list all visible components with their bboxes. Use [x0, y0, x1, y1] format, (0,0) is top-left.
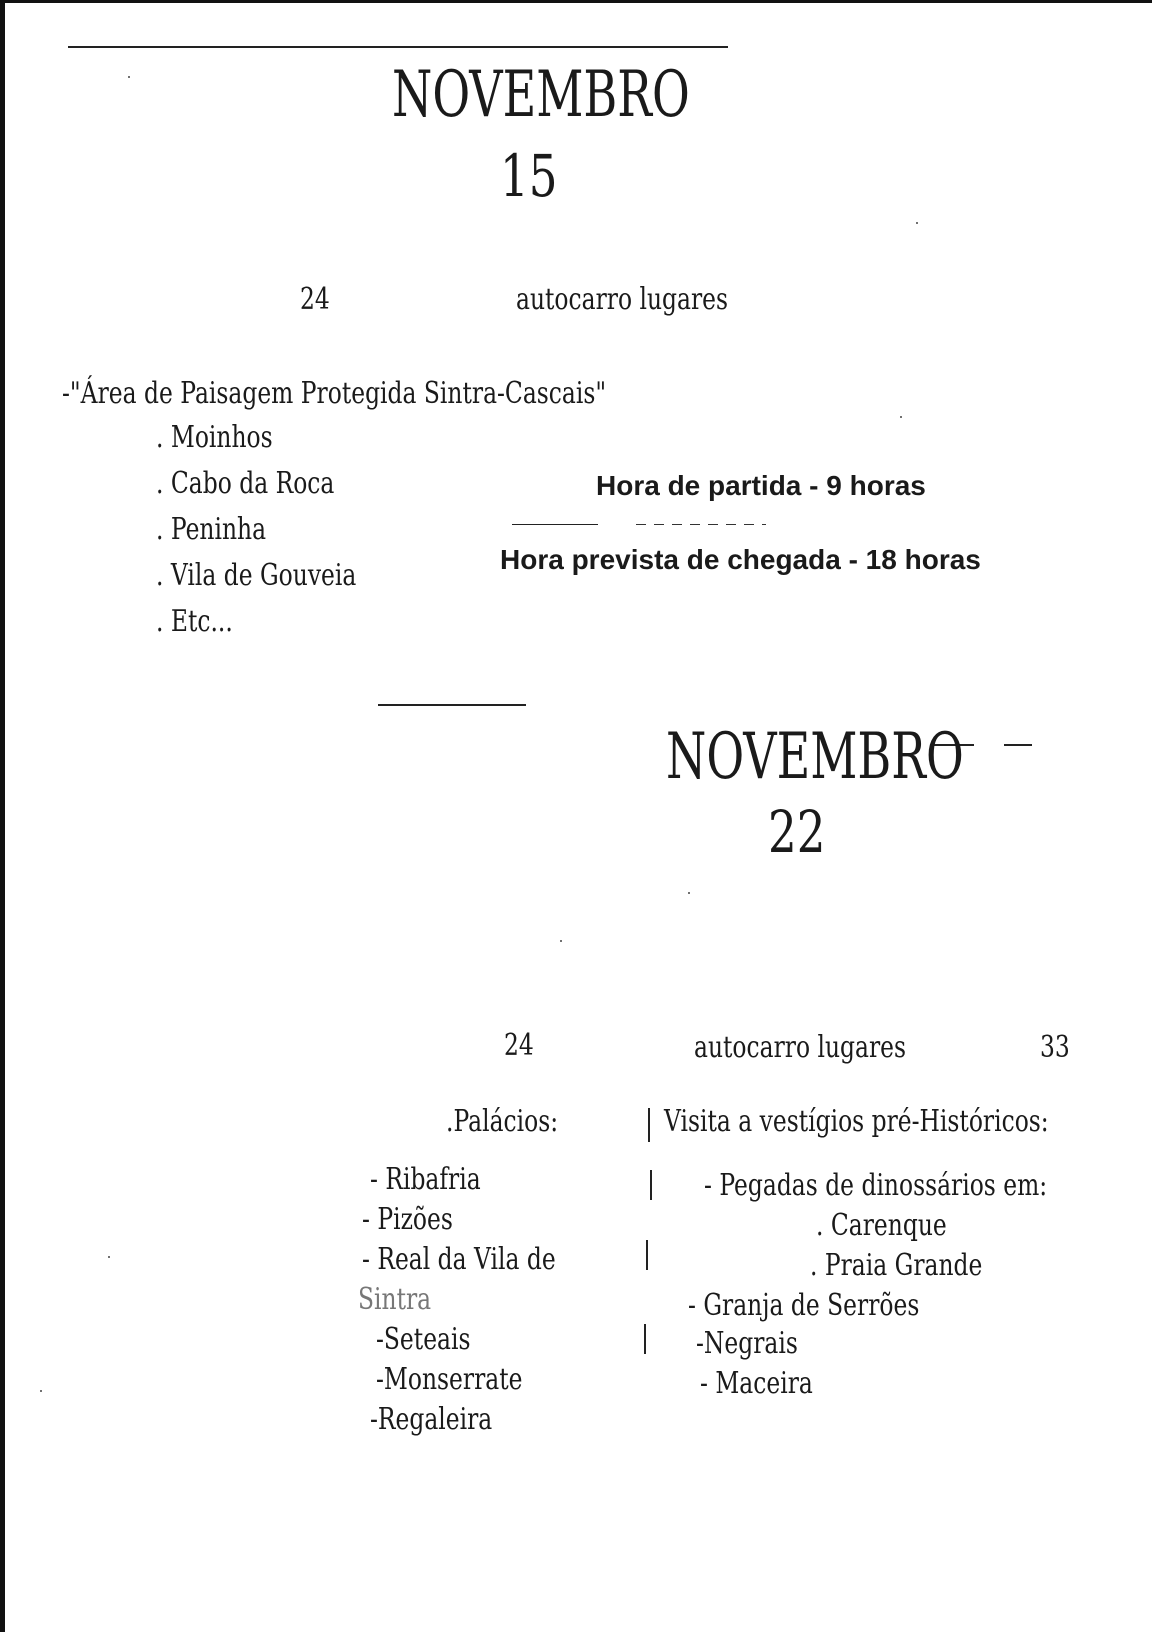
event1-arrival: Hora prevista de chegada - 18 horas: [500, 544, 981, 575]
event2-visit-heading: Visita a vestígios pré-Históricos:: [664, 1104, 1049, 1139]
list-item: - Pegadas de dinossários em:: [704, 1168, 1048, 1203]
scan-speck: [916, 222, 918, 224]
list-item: -Regaleira: [370, 1402, 493, 1437]
event1-departure: Hora de partida - 9 horas: [596, 470, 926, 501]
list-item: . Moinhos: [156, 420, 273, 455]
divider-line: [512, 524, 598, 525]
header-rule: [68, 46, 728, 48]
page-border-left: [0, 0, 5, 1632]
list-item: . Carenque: [816, 1208, 947, 1243]
divider-line: [1004, 744, 1032, 746]
event1-seats: 24: [300, 282, 330, 317]
list-item: - Real da Vila de: [362, 1242, 556, 1277]
event1-month: NOVEMBRO: [392, 58, 690, 132]
list-item: . Peninha: [156, 512, 267, 547]
list-item: . Cabo da Roca: [156, 466, 335, 501]
divider-line: [378, 704, 526, 706]
column-separator: [648, 1108, 650, 1142]
scan-speck: [900, 416, 902, 418]
list-item: - Granja de Serrões: [688, 1288, 920, 1323]
scan-speck: [688, 892, 690, 894]
scan-speck: [128, 76, 130, 78]
list-item: . Etc...: [156, 604, 233, 639]
column-separator: [650, 1170, 652, 1200]
event1-transport: autocarro lugares: [516, 282, 729, 317]
scan-speck: [108, 1256, 110, 1258]
list-item: -Negrais: [696, 1326, 798, 1361]
column-separator: [646, 1240, 648, 1270]
list-item: - Ribafria: [370, 1162, 481, 1197]
list-item: Sintra: [358, 1282, 432, 1317]
scan-speck: [560, 940, 562, 942]
column-separator: [644, 1324, 646, 1354]
list-item: -Seteais: [376, 1322, 471, 1357]
event2-seats-extra: 33: [1040, 1030, 1070, 1065]
list-item: -Monserrate: [376, 1362, 523, 1397]
page-border-top: [0, 0, 1152, 3]
dashed-divider: [636, 524, 766, 525]
scan-speck: [40, 1390, 42, 1392]
event2-day: 22: [768, 798, 826, 866]
list-item: - Pizões: [362, 1202, 453, 1237]
list-item: . Vila de Gouveia: [156, 558, 357, 593]
event1-day: 15: [500, 142, 558, 210]
event2-seats: 24: [504, 1028, 534, 1063]
event1-area-title: -"Área de Paisagem Protegida Sintra-Cascais": [62, 376, 607, 411]
event2-transport: autocarro lugares: [694, 1030, 907, 1065]
list-item: - Maceira: [700, 1366, 813, 1401]
event2-month: NOVEMBRO: [666, 720, 964, 794]
list-item: . Praia Grande: [810, 1248, 983, 1283]
event2-palaces-heading: .Palácios:: [446, 1104, 559, 1139]
